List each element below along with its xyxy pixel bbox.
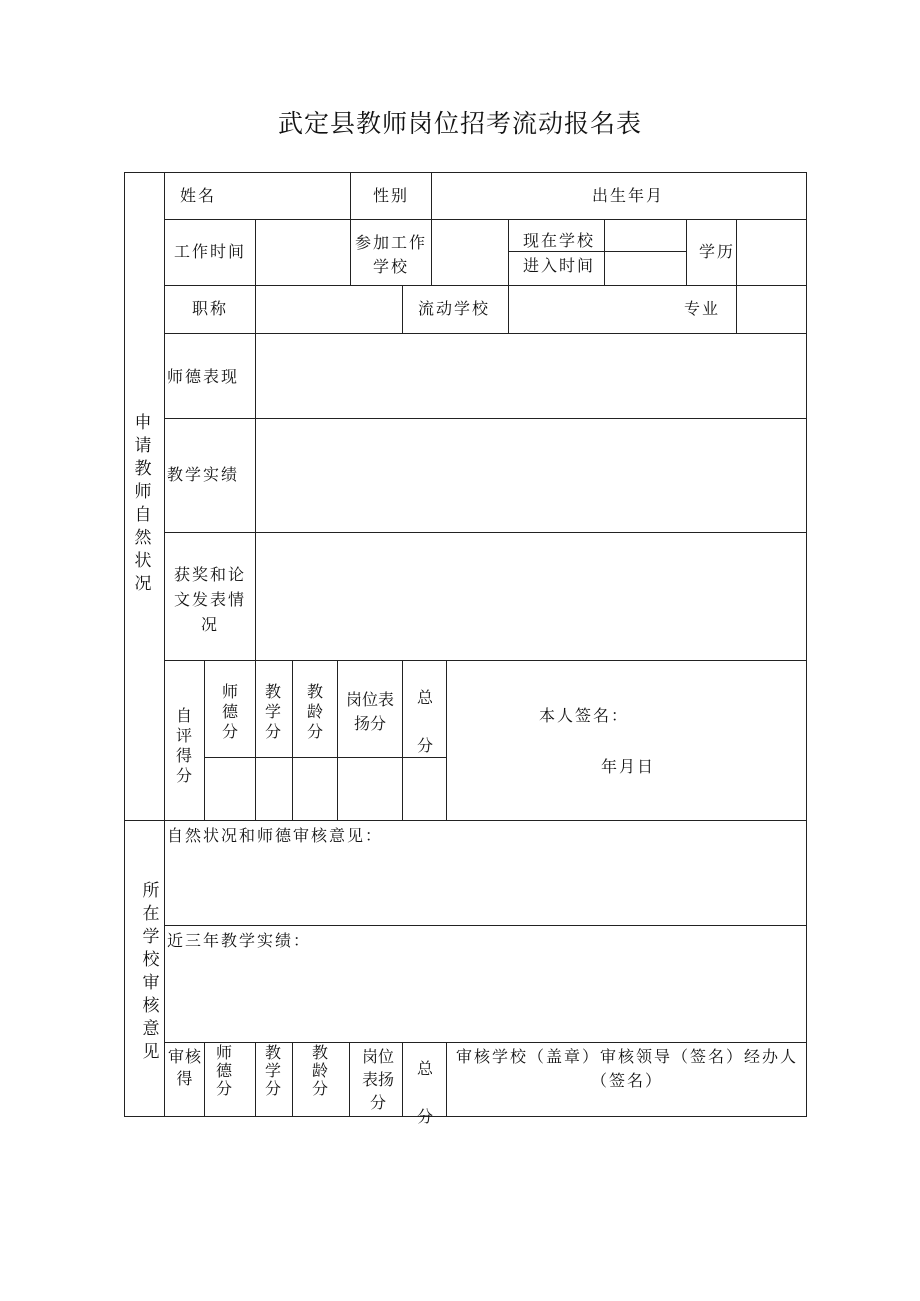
cell-divider bbox=[508, 285, 509, 333]
table-border-right bbox=[806, 172, 807, 1117]
ethics-label: 师德表现 bbox=[167, 367, 240, 386]
review-total-label: 总分 bbox=[416, 1059, 433, 1126]
teaching-label: 教学实绩 bbox=[167, 465, 240, 484]
cell-divider bbox=[402, 1042, 403, 1116]
cell-divider bbox=[204, 660, 205, 820]
section-school-review-label: 所在学校审核意见 bbox=[142, 881, 160, 1062]
row-divider bbox=[204, 757, 447, 758]
cell-divider bbox=[255, 219, 256, 285]
review-teaching-score-label: 教学分 bbox=[264, 1043, 281, 1098]
cell-divider bbox=[349, 1042, 350, 1116]
date-label: 年月日 bbox=[601, 757, 656, 776]
self-post-praise-label: 岗位表扬分 bbox=[345, 690, 394, 733]
cell-divider bbox=[350, 172, 351, 219]
cell-divider bbox=[604, 219, 605, 285]
table-border-left bbox=[124, 172, 125, 1117]
cell-divider bbox=[255, 1042, 256, 1116]
professional-title-label: 职称 bbox=[192, 299, 229, 318]
self-ethics-score-label: 师德分 bbox=[221, 682, 238, 741]
transfer-school-label: 流动学校 bbox=[418, 299, 491, 318]
row-divider bbox=[164, 219, 807, 220]
review-ethics-score-label: 师德分 bbox=[215, 1043, 232, 1098]
row-divider bbox=[164, 333, 807, 334]
name-label: 姓名 bbox=[180, 186, 217, 205]
cell-divider bbox=[350, 219, 351, 285]
review-score-label: 审核得 bbox=[167, 1047, 202, 1088]
signature-label: 本人签名： bbox=[539, 706, 630, 725]
birth-date-label: 出生年月 bbox=[592, 186, 665, 205]
side-column-divider bbox=[164, 172, 165, 1117]
join-school-label: 参加工作学校 bbox=[354, 233, 427, 276]
row-divider bbox=[164, 1042, 807, 1043]
cell-divider bbox=[736, 285, 737, 333]
review-seniority-score-label: 教龄分 bbox=[311, 1043, 328, 1098]
cell-divider bbox=[255, 660, 256, 820]
self-score-label: 自评得分 bbox=[175, 706, 192, 785]
cell-divider bbox=[292, 1042, 293, 1116]
cell-divider bbox=[431, 172, 432, 219]
form-title: 武定县教师岗位招考流动报名表 bbox=[277, 109, 642, 138]
cell-divider bbox=[508, 219, 509, 285]
row-divider bbox=[164, 660, 807, 661]
table-border-bottom bbox=[124, 1116, 807, 1117]
row-divider bbox=[164, 532, 807, 533]
cell-divider bbox=[686, 219, 687, 285]
current-school-label: 现在学校 bbox=[523, 231, 596, 250]
cell-divider bbox=[402, 660, 403, 820]
awards-label: 获奖和论文发表情况 bbox=[173, 565, 246, 634]
three-year-teaching-label: 近三年教学实绩： bbox=[167, 931, 312, 950]
cell-divider bbox=[255, 285, 256, 333]
work-start-label: 工作时间 bbox=[174, 242, 247, 261]
table-border-top bbox=[124, 172, 807, 173]
self-total-label: 总分 bbox=[416, 688, 433, 755]
education-label: 学历 bbox=[699, 242, 736, 261]
major-label: 专业 bbox=[684, 299, 721, 318]
gender-label: 性别 bbox=[373, 186, 410, 205]
section-applicant-label: 申请教师自然状况 bbox=[134, 413, 152, 594]
cell-divider bbox=[736, 219, 737, 285]
cell-divider bbox=[255, 333, 256, 660]
row-divider bbox=[164, 285, 807, 286]
cell-divider bbox=[402, 285, 403, 333]
row-divider bbox=[164, 925, 807, 926]
cell-divider bbox=[292, 660, 293, 820]
cell-divider bbox=[337, 660, 338, 820]
cell-divider bbox=[204, 1042, 205, 1116]
ethics-opinion-label: 自然状况和师德审核意见： bbox=[167, 826, 384, 845]
review-sign-line: 审核学校（盖章）审核领导（签名）经办人（签名） bbox=[455, 1047, 798, 1090]
cell-divider bbox=[431, 219, 432, 285]
review-post-praise-label: 岗位表扬分 bbox=[361, 1047, 394, 1112]
cell-divider bbox=[446, 660, 447, 820]
self-seniority-score-label: 教龄分 bbox=[306, 682, 323, 741]
section-divider bbox=[124, 820, 807, 821]
cell-divider bbox=[446, 1042, 447, 1116]
enter-time-label: 进入时间 bbox=[523, 256, 596, 275]
self-teaching-score-label: 教学分 bbox=[264, 682, 281, 741]
row-divider bbox=[164, 418, 807, 419]
